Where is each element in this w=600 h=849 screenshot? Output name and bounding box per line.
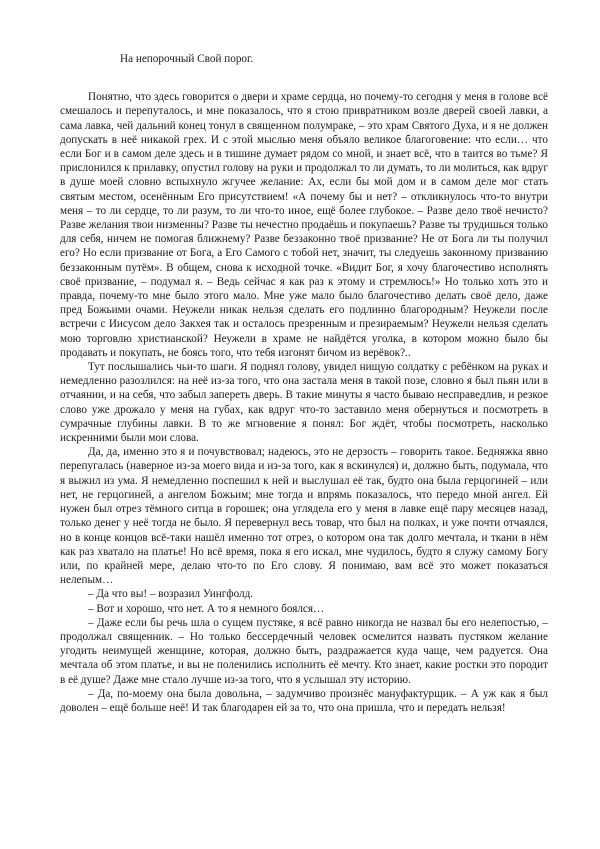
paragraph: Понятно, что здесь говорится о двери и храме сердца, но почему-то сегодня у меня в голове всё смешалось и перепуталось, и мне показалось, что я стою привратником возле дверей своей лавки, а сама лавка, чей дальний конец тонул в священном полумраке, – это храм Святого Духа, и я не должен допускать в неё никакой грех. И с этой мыслью меня объяло великое благоговение: что если… что если Бог и в самом деле здесь и в тишине думает рядом со мной, и знает всё, что в таится во тьме? Я прислонился к прилавку, опустил голову на руки и продолжал то ли думать, то ли молиться, как вдруг в душе моей словно вспыхнуло жгучее желание: Ах, если бы мой дом и в самом деле мог стать святым местом, осенённым Его присутствием! «А почему бы и нет? – откликнулось что-то внутри меня – то ли сердце, то ли разум, то ли что-то иное, ещё более глубокое. – Разве дело твоё нечисто? Разве желания твои низменны? Разве ты нечестно продаёшь и покупаешь? Разве ты трудишься только для себя, ничем не помогая ближнему? Разве беззаконно твоё призвание? Не от Бога ли ты получил его? Но если призвание от Бога, а Его Самого с тобой нет, значит, ты следуешь законному призванию беззаконным путём». В общем, снова к исходной точке. «Видит Бог, я хочу благочестиво исполнять своё призвание, – подумал я. – Ведь сейчас я как раз к этому и стремлюсь!» Но только хоть это и правда, почему-то мне было этого мало. Мне уже мало было благочестиво делать своё дело, даже пред Божьими очами. Неужели никак нельзя сделать его подлинно благородным? Неужели после встречи с Иисусом дело Закхея так и осталось презренным и презираемым? Неужели нельзя сделать мою торговлю христианской? Неужели в храме не найдётся уголка, в котором можно было бы продавать и покупать, не боясь того, что тебя изгонят бичом из верёвок?.. <box>60 91 548 359</box>
body-text <box>60 90 548 715</box>
paragraph-dialogue: – Да что вы! – возразил Уингфолд. <box>88 588 254 601</box>
paragraph-dialogue: – Вот и хорошо, что нет. А то я немного боялся… <box>88 602 325 615</box>
paragraph-dialogue: – Да, по-моему она была довольна, – задумчиво произнёс мануфактурщик. – А уж как я был доволен – ещё больше неё! И так благодарен ей за то, что она пришла, что и передать нельзя! <box>60 687 548 714</box>
paragraph: Да, да, именно это я и почувствовал; надеюсь, это не дерзость – говорить такое. Бедняжка явно перепугалась (наверное из-за моего вида и из-за того, как я вскинулся) и, должно быть, подумала, что я выжил из ума. Я немедленно поспешил к ней и выслушал её так, будто она была герцогиней – или нет, не герцогиней, а ангелом Божьим; мне тогда и впрямь показалось, что передо мной ангел. Ей нужен был отрез тёмного ситца в горошек; она углядела его у меня в лавке ещё пару месяцев назад, только денег у неё тогда не было. Я перевернул весь товар, что был на полках, и уже почти отчаялся, но в конце концов всё-таки нашёл именно тот отрез, о котором она так долго мечтала, и ткани в нём как раз хватало на платье! Но всё время, пока я его искал, мне чудилось, будто я служу самому Богу или, по крайней мере, делаю что-то по Его слову. Я понимаю, вам всё это может показаться нелепым… <box>60 446 548 587</box>
paragraph: Тут послышались чьи-то шаги. Я поднял голову, увидел нищую солдатку с ребёнком на руках и немедленно разозлился: на неё из-за того, что она застала меня в такой позе, словно я был пьян или в отчаянии, и на себя, что забыл запереть дверь. В такие минуты я часто бываю несправедлив, и резкое слово уже дрожало у меня на губах, как вдруг что-то заставило меня обернуться и посмотреть в сумрачные глубины лавки. В то же мгновение я понял: Бог ждёт, чтобы посмотреть, насколько искренними были мои слова. <box>60 361 548 445</box>
epigraph-line: На непорочный Свой порог. <box>120 53 254 65</box>
paragraph-dialogue: – Даже если бы речь шла о сущем пустяке, я всё равно никогда не назвал бы его нелепостью, – продолжал священник. – Но только бессердечный человек осмелится назвать пустяком желание угодить неимущей женщине, которая, должно быть, раздражается куда чаще, чем радуется. Она мечтала об этом платье, и вы не поленились исполнить её мечту. Кто знает, какие ростки это породит в её душе? Даже мне стало лучше из-за того, что я услышал эту историю. <box>60 616 548 686</box>
